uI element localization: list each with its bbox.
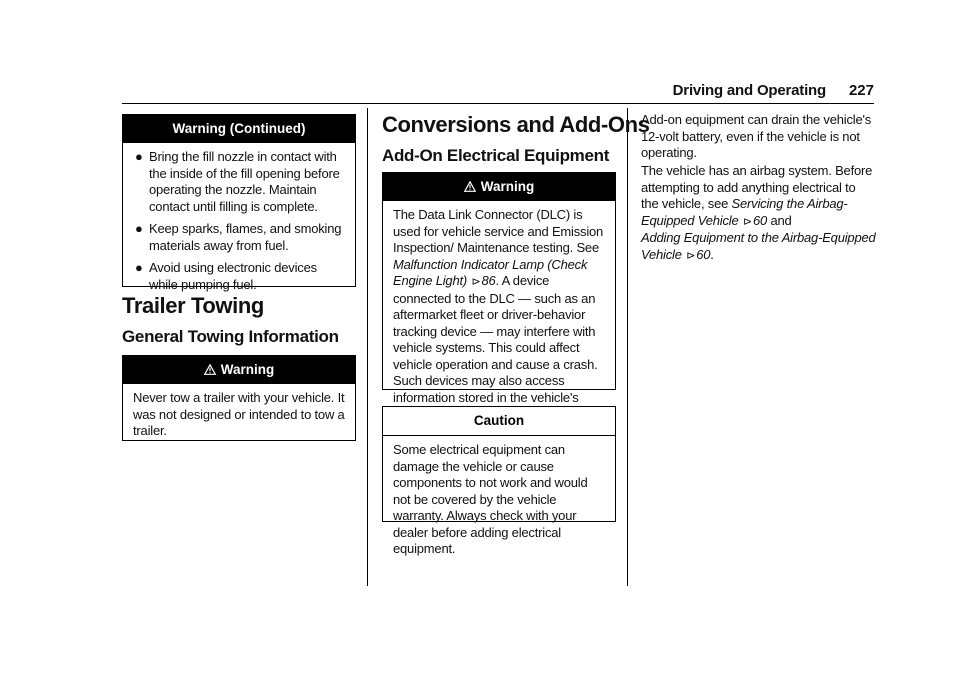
caution-text: Some electrical equipment can damage the vehicle or cause components to not work and would not be covered by the vehicle warranty. Always check with your dealer before adding electrical equipment. [393, 442, 588, 556]
bullet-icon: ● [135, 149, 143, 164]
towing-warning-box [122, 355, 356, 441]
heading-general-towing: General Towing Information [122, 327, 339, 346]
ref-adding-equipment-page[interactable]: 60 [696, 246, 711, 262]
header-rule [122, 103, 874, 104]
dlc-warning-text: The Data Link Connector (DLC) is used for vehicle service and Emission Inspection/ Maintenance testing. See Malfunction Indicator Lamp (Check Engine Light) ⊳86. A device connected to the DLC — such as an aftermarket fleet or driver-behavior tracking device — may interfere with vehicle systems. This could affect vehicle operation and cause a crash. Such devices may also access information stored in the vehicle's [393, 207, 604, 405]
page-reference-arrow-icon: ⊳ [742, 215, 752, 228]
bullet-icon: ● [135, 260, 143, 275]
dlc-warning-box [382, 172, 616, 405]
page-number: 227 [848, 82, 874, 99]
warning-triangle-icon [204, 364, 216, 375]
towing-warning-text: Never tow a trailer with your vehicle. It was not designed or intended to tow a trailer. [133, 390, 345, 438]
ref-mil-page[interactable]: 86 [481, 273, 496, 288]
dlc-warning-title: Warning [383, 173, 615, 201]
page-reference-arrow-icon: ⊳ [686, 249, 696, 262]
list-item: ● Bring the fill nozzle in contact with the inside of the fill opening before operating the nozzle. Maintain contact until filling is complete. [135, 149, 340, 214]
heading-conversions: Conversions and Add-Ons [382, 112, 650, 137]
section-title: Driving and Operating [672, 82, 826, 99]
towing-warning-title: Warning [123, 356, 355, 384]
bullet-icon: ● [135, 221, 143, 236]
column-divider-2 [627, 108, 628, 586]
page-header [122, 82, 874, 104]
page-reference-arrow-icon: ⊳ [471, 276, 481, 288]
paragraph-airbag: The vehicle has an airbag system. Before attempting to add anything electrical to the vehicle, see Servicing the Airbag-Equipped Vehicle ⊳60 and Adding Equipment to the Airbag-Equipped Vehicle ⊳60. [641, 163, 876, 262]
caution-title: Caution [383, 407, 615, 436]
ref-mil-link[interactable]: Malfunction Indicator Lamp (Check Engine Light) [393, 256, 588, 288]
paragraph-battery-drain: Add-on equipment can drain the vehicle's 12-volt battery, even if the vehicle is not operating. [641, 112, 872, 160]
heading-add-on-electrical: Add-On Electrical Equipment [382, 146, 610, 165]
list-item: ● Keep sparks, flames, and smoking materials away from fuel. [135, 221, 342, 253]
ref-servicing-airbag-page[interactable]: 60 [752, 212, 768, 228]
list-item: ● Avoid using electronic devices while pumping fuel. [135, 260, 317, 292]
ref-adding-equipment-link[interactable]: Adding Equipment to the Airbag-Equipped Vehicle [641, 230, 876, 262]
heading-trailer-towing: Trailer Towing [122, 293, 264, 318]
warning-bullet-list [133, 149, 345, 293]
column-divider-1 [367, 108, 368, 586]
warning-continued-title: Warning (Continued) [123, 115, 355, 143]
ref-servicing-airbag-link[interactable]: Servicing the Airbag-Equipped Vehicle [641, 196, 848, 228]
warning-triangle-icon [464, 181, 476, 192]
caution-box [382, 406, 616, 556]
warning-continued-box [122, 114, 356, 292]
